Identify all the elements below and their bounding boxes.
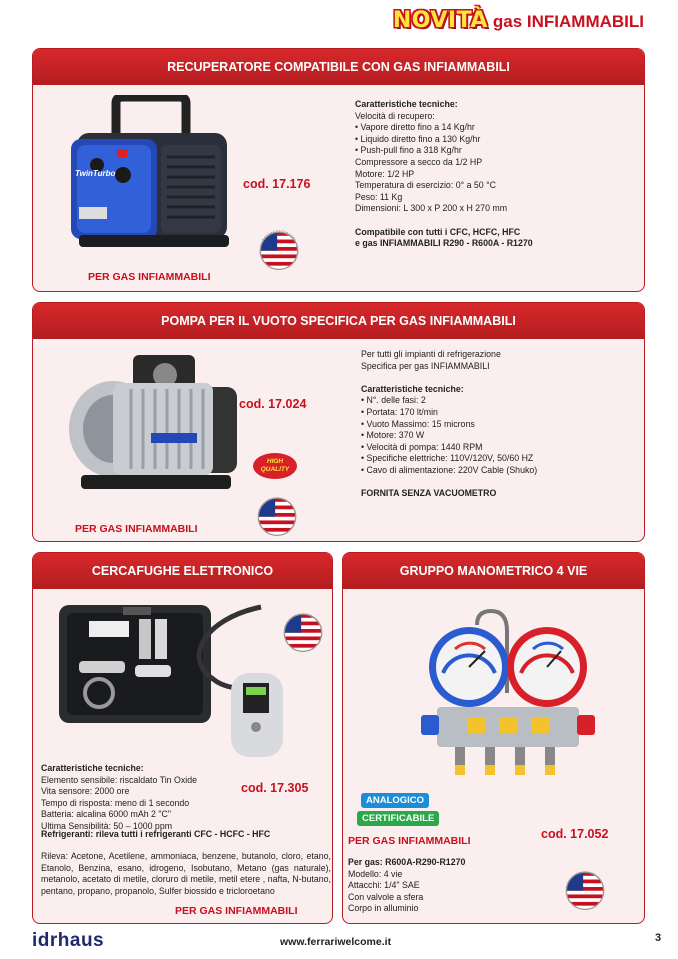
specs-block bbox=[41, 763, 241, 833]
usa-flag-badge-icon bbox=[557, 859, 613, 915]
flammable-label: PER GAS INFIAMMABILI bbox=[75, 523, 198, 535]
usa-flag-badge-icon bbox=[251, 219, 307, 275]
novita-label: NOVITÀ bbox=[392, 8, 488, 33]
spec-line: Corpo in alluminio bbox=[348, 903, 419, 914]
manifold-gauge-image bbox=[415, 597, 601, 783]
spec-line: Velocità di recupero: bbox=[355, 110, 435, 121]
spec-bullet: • Vapore diretto fino a 14 Kg/hr bbox=[355, 122, 640, 134]
refrigerants-line: Refrigeranti: rileva tutti i refrigeranti CFC - HCFC - HFC bbox=[41, 829, 271, 839]
gas-label: Per gas: bbox=[348, 857, 383, 867]
page-header bbox=[393, 8, 644, 42]
intro-line: Per tutti gli impianti di refrigerazione bbox=[361, 349, 501, 359]
spec-bullet: • Cavo di alimentazione: 220V Cable (Shuko) bbox=[361, 465, 641, 477]
detects-paragraph: Rileva: Acetone, Acetilene, ammoniaca, benzene, butanolo, cloro, etano, Etanolo, Benzina, esano, idrogeno, Isobutano, Metano (gas naturale), metanolo, acetato di metile, cloruro di metile, metil etere , nafta, N-butano, pentano, propano, propanolo, Sulfer biossido e tricloroetano bbox=[41, 851, 331, 896]
spec-line: Batteria: alcalina 6000 mAh 2 "C" bbox=[41, 809, 171, 820]
specs-block bbox=[355, 99, 640, 250]
note-line: FORNITA SENZA VACUOMETRO bbox=[361, 488, 497, 499]
product-code: cod. 17.176 bbox=[243, 177, 311, 191]
vacuum-pump-image bbox=[61, 349, 243, 507]
spec-line: Ultima Sensibilità: 50 – 1000 ppm bbox=[41, 820, 173, 831]
product-code: cod. 17.024 bbox=[239, 397, 307, 411]
quality-text: QUALITY bbox=[260, 466, 290, 473]
product-code: cod. 17.305 bbox=[241, 781, 309, 795]
spec-line: Peso: 11 Kg bbox=[355, 191, 403, 202]
specs-title: Caratteristiche tecniche: bbox=[355, 99, 458, 109]
spec-bullet: • Liquido diretto fino a 130 Kg/hr bbox=[355, 134, 640, 146]
flammable-label: PER GAS INFIAMMABILI bbox=[348, 835, 471, 847]
flammable-label: PER GAS INFIAMMABILI bbox=[88, 271, 211, 283]
spec-line: Temperatura di esercizio: 0° a 50 °C bbox=[355, 180, 497, 191]
spec-line: Compressore a secco da 1/2 HP bbox=[355, 156, 483, 167]
certifiable-badge: CERTIFICABILE bbox=[357, 811, 439, 826]
spec-line: Elemento sensibile: riscaldato Tin Oxide bbox=[41, 774, 197, 785]
product-panel-leak-detector bbox=[32, 552, 333, 924]
spec-line: Vita sensore: 2000 ore bbox=[41, 786, 130, 797]
website-link[interactable]: www.ferrariwelcome.it bbox=[280, 936, 392, 948]
product-panel-manifold bbox=[342, 552, 645, 924]
spec-line: Modello: 4 vie bbox=[348, 868, 403, 879]
product-code: cod. 17.052 bbox=[541, 827, 609, 841]
spec-line: Dimensioni: L 300 x P 200 x H 270 mm bbox=[355, 203, 508, 214]
panel-title: POMPA PER IL VUOTO SPECIFICA PER GAS INFIAMMABILI bbox=[33, 303, 644, 339]
high-quality-badge bbox=[253, 453, 297, 479]
spec-bullet: • Vuoto Massimo: 15 microns bbox=[361, 419, 641, 431]
usa-flag-badge-icon bbox=[275, 601, 331, 657]
compat-line: Compatibile con tutti i CFC, HCFC, HFC bbox=[355, 226, 521, 237]
spec-bullet: • Velocità di pompa: 1440 RPM bbox=[361, 442, 641, 454]
brand-logo: idrhaus bbox=[32, 930, 105, 951]
quality-text: HIGH bbox=[266, 458, 284, 465]
compat-line: e gas INFIAMMABILI R290 - R600A - R1270 bbox=[355, 238, 533, 249]
spec-bullet: • N°. delle fasi: 2 bbox=[361, 395, 641, 407]
leak-detector-image bbox=[53, 599, 291, 759]
panel-title: RECUPERATORE COMPATIBILE CON GAS INFIAMMABILI bbox=[33, 49, 644, 85]
specs-title: Caratteristiche tecniche: bbox=[41, 763, 144, 773]
specs-block bbox=[361, 349, 641, 500]
specs-block bbox=[348, 857, 538, 915]
spec-line: Attacchi: 1/4" SAE bbox=[348, 880, 420, 891]
page-number: 3 bbox=[655, 932, 662, 944]
gas-value: R600A-R290-R1270 bbox=[385, 857, 466, 867]
intro-line: Specifica per gas INFIAMMABILI bbox=[361, 360, 490, 371]
panel-title: GRUPPO MANOMETRICO 4 VIE bbox=[343, 553, 644, 589]
spec-line: Motore: 1/2 HP bbox=[355, 168, 415, 179]
spec-line: Tempo di risposta: meno di 1 secondo bbox=[41, 797, 190, 808]
spec-bullet: • Push-pull fino a 318 Kg/hr bbox=[355, 145, 640, 157]
spec-bullet: • Specifiche elettriche: 110V/120V, 50/60 HZ bbox=[361, 453, 641, 465]
flammable-label: PER GAS INFIAMMABILI bbox=[175, 905, 298, 917]
usa-flag-badge-icon bbox=[249, 485, 305, 541]
product-panel-recovery bbox=[32, 48, 645, 292]
spec-line: Con valvole a sfera bbox=[348, 891, 424, 902]
analog-badge: ANALOGICO bbox=[361, 793, 429, 808]
product-panel-vacuum-pump bbox=[32, 302, 645, 542]
header-subtitle: gas INFIAMMABILI bbox=[492, 12, 644, 31]
specs-title: Caratteristiche tecniche: bbox=[361, 383, 464, 394]
brand-label: TwinTurbo bbox=[75, 169, 116, 178]
spec-bullet: • Portata: 170 lt/min bbox=[361, 407, 641, 419]
panel-title: CERCAFUGHE ELETTRONICO bbox=[33, 553, 332, 589]
spec-bullet: • Motore: 370 W bbox=[361, 430, 641, 442]
